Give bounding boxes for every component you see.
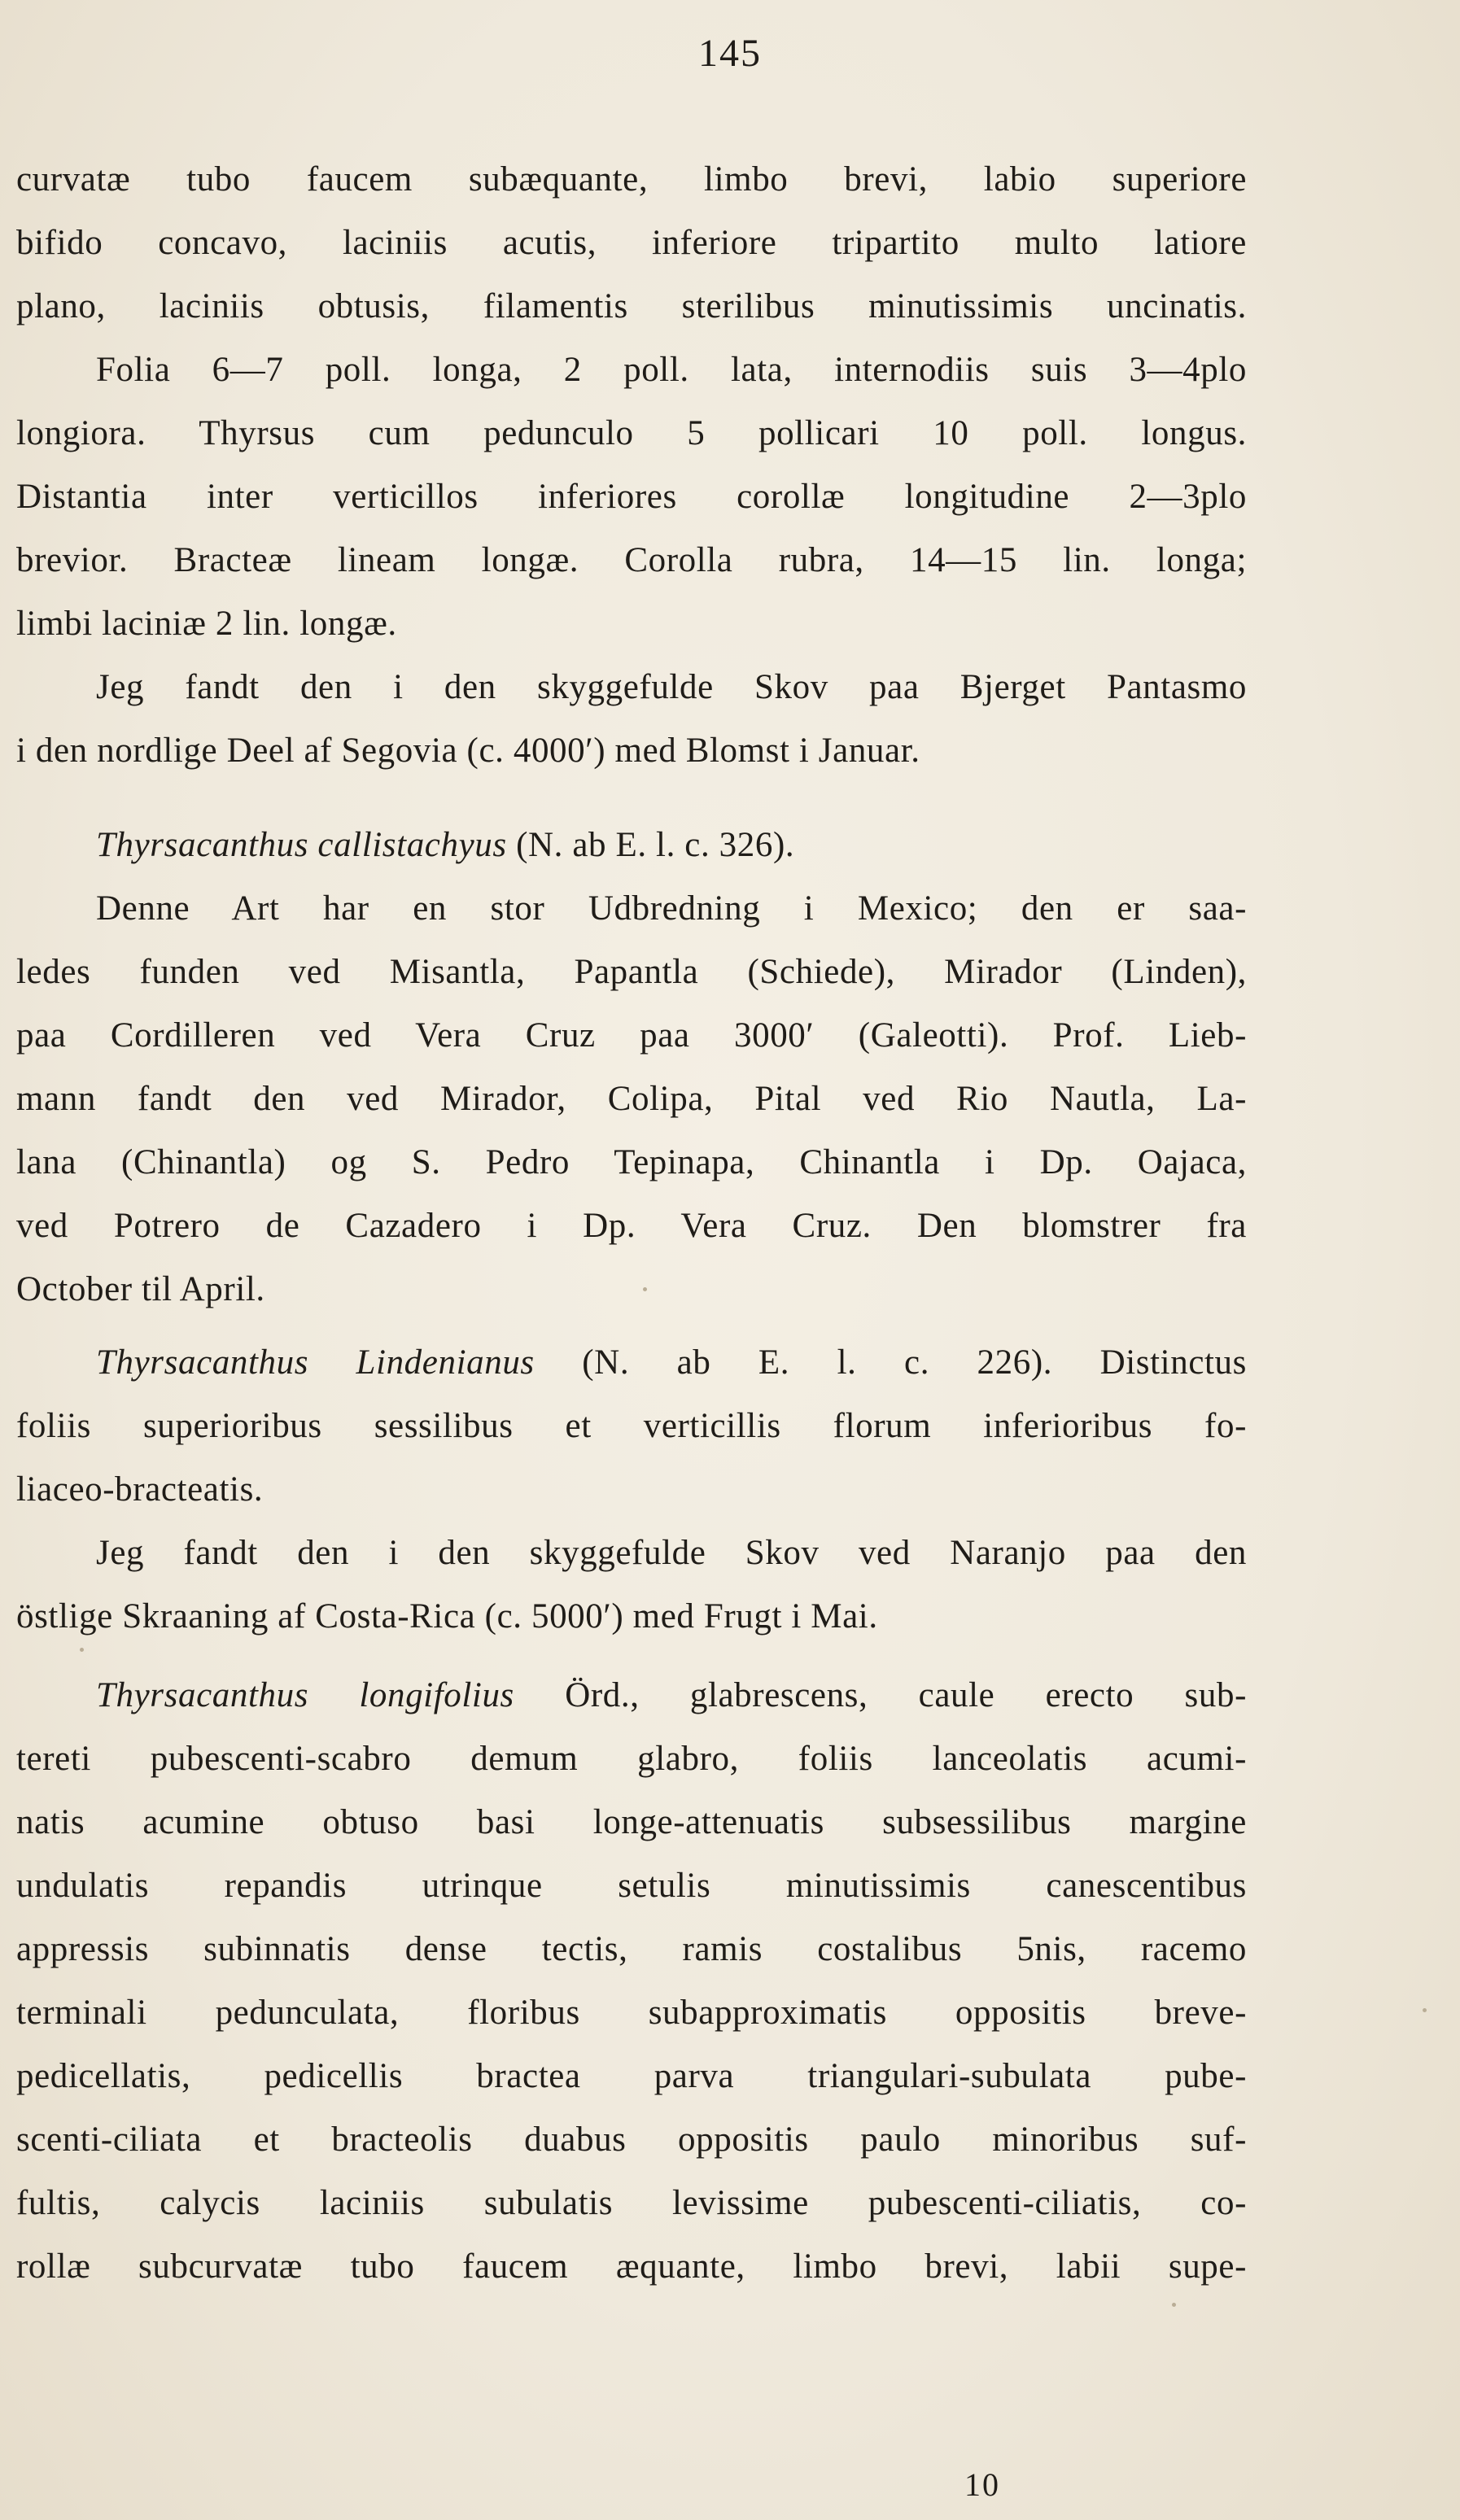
species-citation: (N. ab E. l. c. 226). Distinctus: [582, 1343, 1247, 1382]
species-heading-line: [16, 814, 1247, 877]
entry-longifolius: [16, 1664, 1247, 2299]
species-name: Thyrsacanthus longifolius: [96, 1676, 514, 1714]
text-line: natis acumine obtuso basi longe-attenuatis subsessilibus margine: [16, 1803, 1247, 1841]
text-line: rollæ subcurvatæ tubo faucem æquante, limbo brevi, labii supe-: [16, 2247, 1247, 2286]
text-line: i den nordlige Deel af Segovia (c. 4000′) med Blomst i Januar.: [16, 732, 920, 770]
species-name: Thyrsacanthus callistachyus: [96, 826, 507, 864]
paper-speck: [643, 1287, 647, 1291]
text-line: Distantia inter verticillos inferiores corollæ longitudine 2—3plo: [16, 478, 1247, 516]
text-line: lana (Chinantla) og S. Pedro Tepinapa, Chinantla i Dp. Oajaca,: [16, 1143, 1247, 1181]
text-line: liaceo-bracteatis.: [16, 1470, 264, 1509]
text-line: bifido concavo, laciniis acutis, inferiore tripartito multo latiore: [16, 224, 1247, 262]
entry-callistachyus: [16, 814, 1247, 1321]
text-line: scenti-ciliata et bracteolis duabus oppositis paulo minoribus suf-: [16, 2120, 1247, 2159]
signature-mark: 10: [964, 2466, 1000, 2503]
text-line: curvatæ tubo faucem subæquante, limbo brevi, labio superiore: [16, 160, 1247, 199]
paper-speck: [1172, 2303, 1176, 2307]
text-line: plano, laciniis obtusis, filamentis sterilibus minutissimis uncinatis.: [16, 287, 1247, 325]
species-name: Thyrsacanthus Lindenianus: [96, 1343, 535, 1382]
text-line: foliis superioribus sessilibus et verticillis florum inferioribus fo-: [16, 1407, 1247, 1445]
text-line: Folia 6—7 poll. longa, 2 poll. lata, internodiis suis 3—4plo: [96, 351, 1247, 389]
entry-lindenianus: [16, 1331, 1247, 1649]
paper-speck: [1423, 2008, 1427, 2012]
page-number: 145: [698, 32, 762, 75]
text-line: östlige Skraaning af Costa-Rica (c. 5000′) med Frugt i Mai.: [16, 1597, 878, 1636]
species-heading-line: [16, 1331, 1247, 1395]
text-line: appressis subinnatis dense tectis, ramis costalibus 5nis, racemo: [16, 1930, 1247, 1968]
text-line: October til April.: [16, 1270, 265, 1308]
text-line: Denne Art har en stor Udbredning i Mexico; den er saa-: [96, 889, 1247, 928]
body-text: [16, 148, 1247, 783]
text-line: fultis, calycis laciniis subulatis levissime pubescenti-ciliatis, co-: [16, 2184, 1247, 2222]
text-line: pedicellatis, pedicellis bractea parva triangulari-subulata pube-: [16, 2057, 1247, 2095]
paper-speck: [80, 1648, 84, 1652]
text-line: undulatis repandis utrinque setulis minutissimis canescentibus: [16, 1867, 1247, 1905]
text-line: Jeg fandt den i den skyggefulde Skov ved Naranjo paa den: [96, 1534, 1247, 1572]
text-line: brevior. Bracteæ lineam longæ. Corolla rubra, 14—15 lin. longa;: [16, 541, 1247, 579]
text-line: paa Cordilleren ved Vera Cruz paa 3000′ (Galeotti). Prof. Lieb-: [16, 1016, 1247, 1055]
text-line: tereti pubescenti-scabro demum glabro, foliis lanceolatis acumi-: [16, 1740, 1247, 1778]
species-citation: (N. ab E. l. c. 326).: [516, 826, 795, 864]
text-line: mann fandt den ved Mirador, Colipa, Pital ved Rio Nautla, La-: [16, 1080, 1247, 1118]
text-line: terminali pedunculata, floribus subapproximatis oppositis breve-: [16, 1994, 1247, 2032]
text-line: Jeg fandt den i den skyggefulde Skov paa Bjerget Pantasmo: [96, 668, 1247, 706]
species-heading-line: [16, 1664, 1247, 1727]
text-line: longiora. Thyrsus cum pedunculo 5 pollicari 10 poll. longus.: [16, 414, 1247, 452]
text-line: ledes funden ved Misantla, Papantla (Schiede), Mirador (Linden),: [16, 953, 1247, 991]
species-description-start: Örd., glabrescens, caule erecto sub-: [565, 1676, 1248, 1714]
text-line: limbi laciniæ 2 lin. longæ.: [16, 605, 397, 643]
text-line: ved Potrero de Cazadero i Dp. Vera Cruz. Den blomstrer fra: [16, 1207, 1247, 1245]
